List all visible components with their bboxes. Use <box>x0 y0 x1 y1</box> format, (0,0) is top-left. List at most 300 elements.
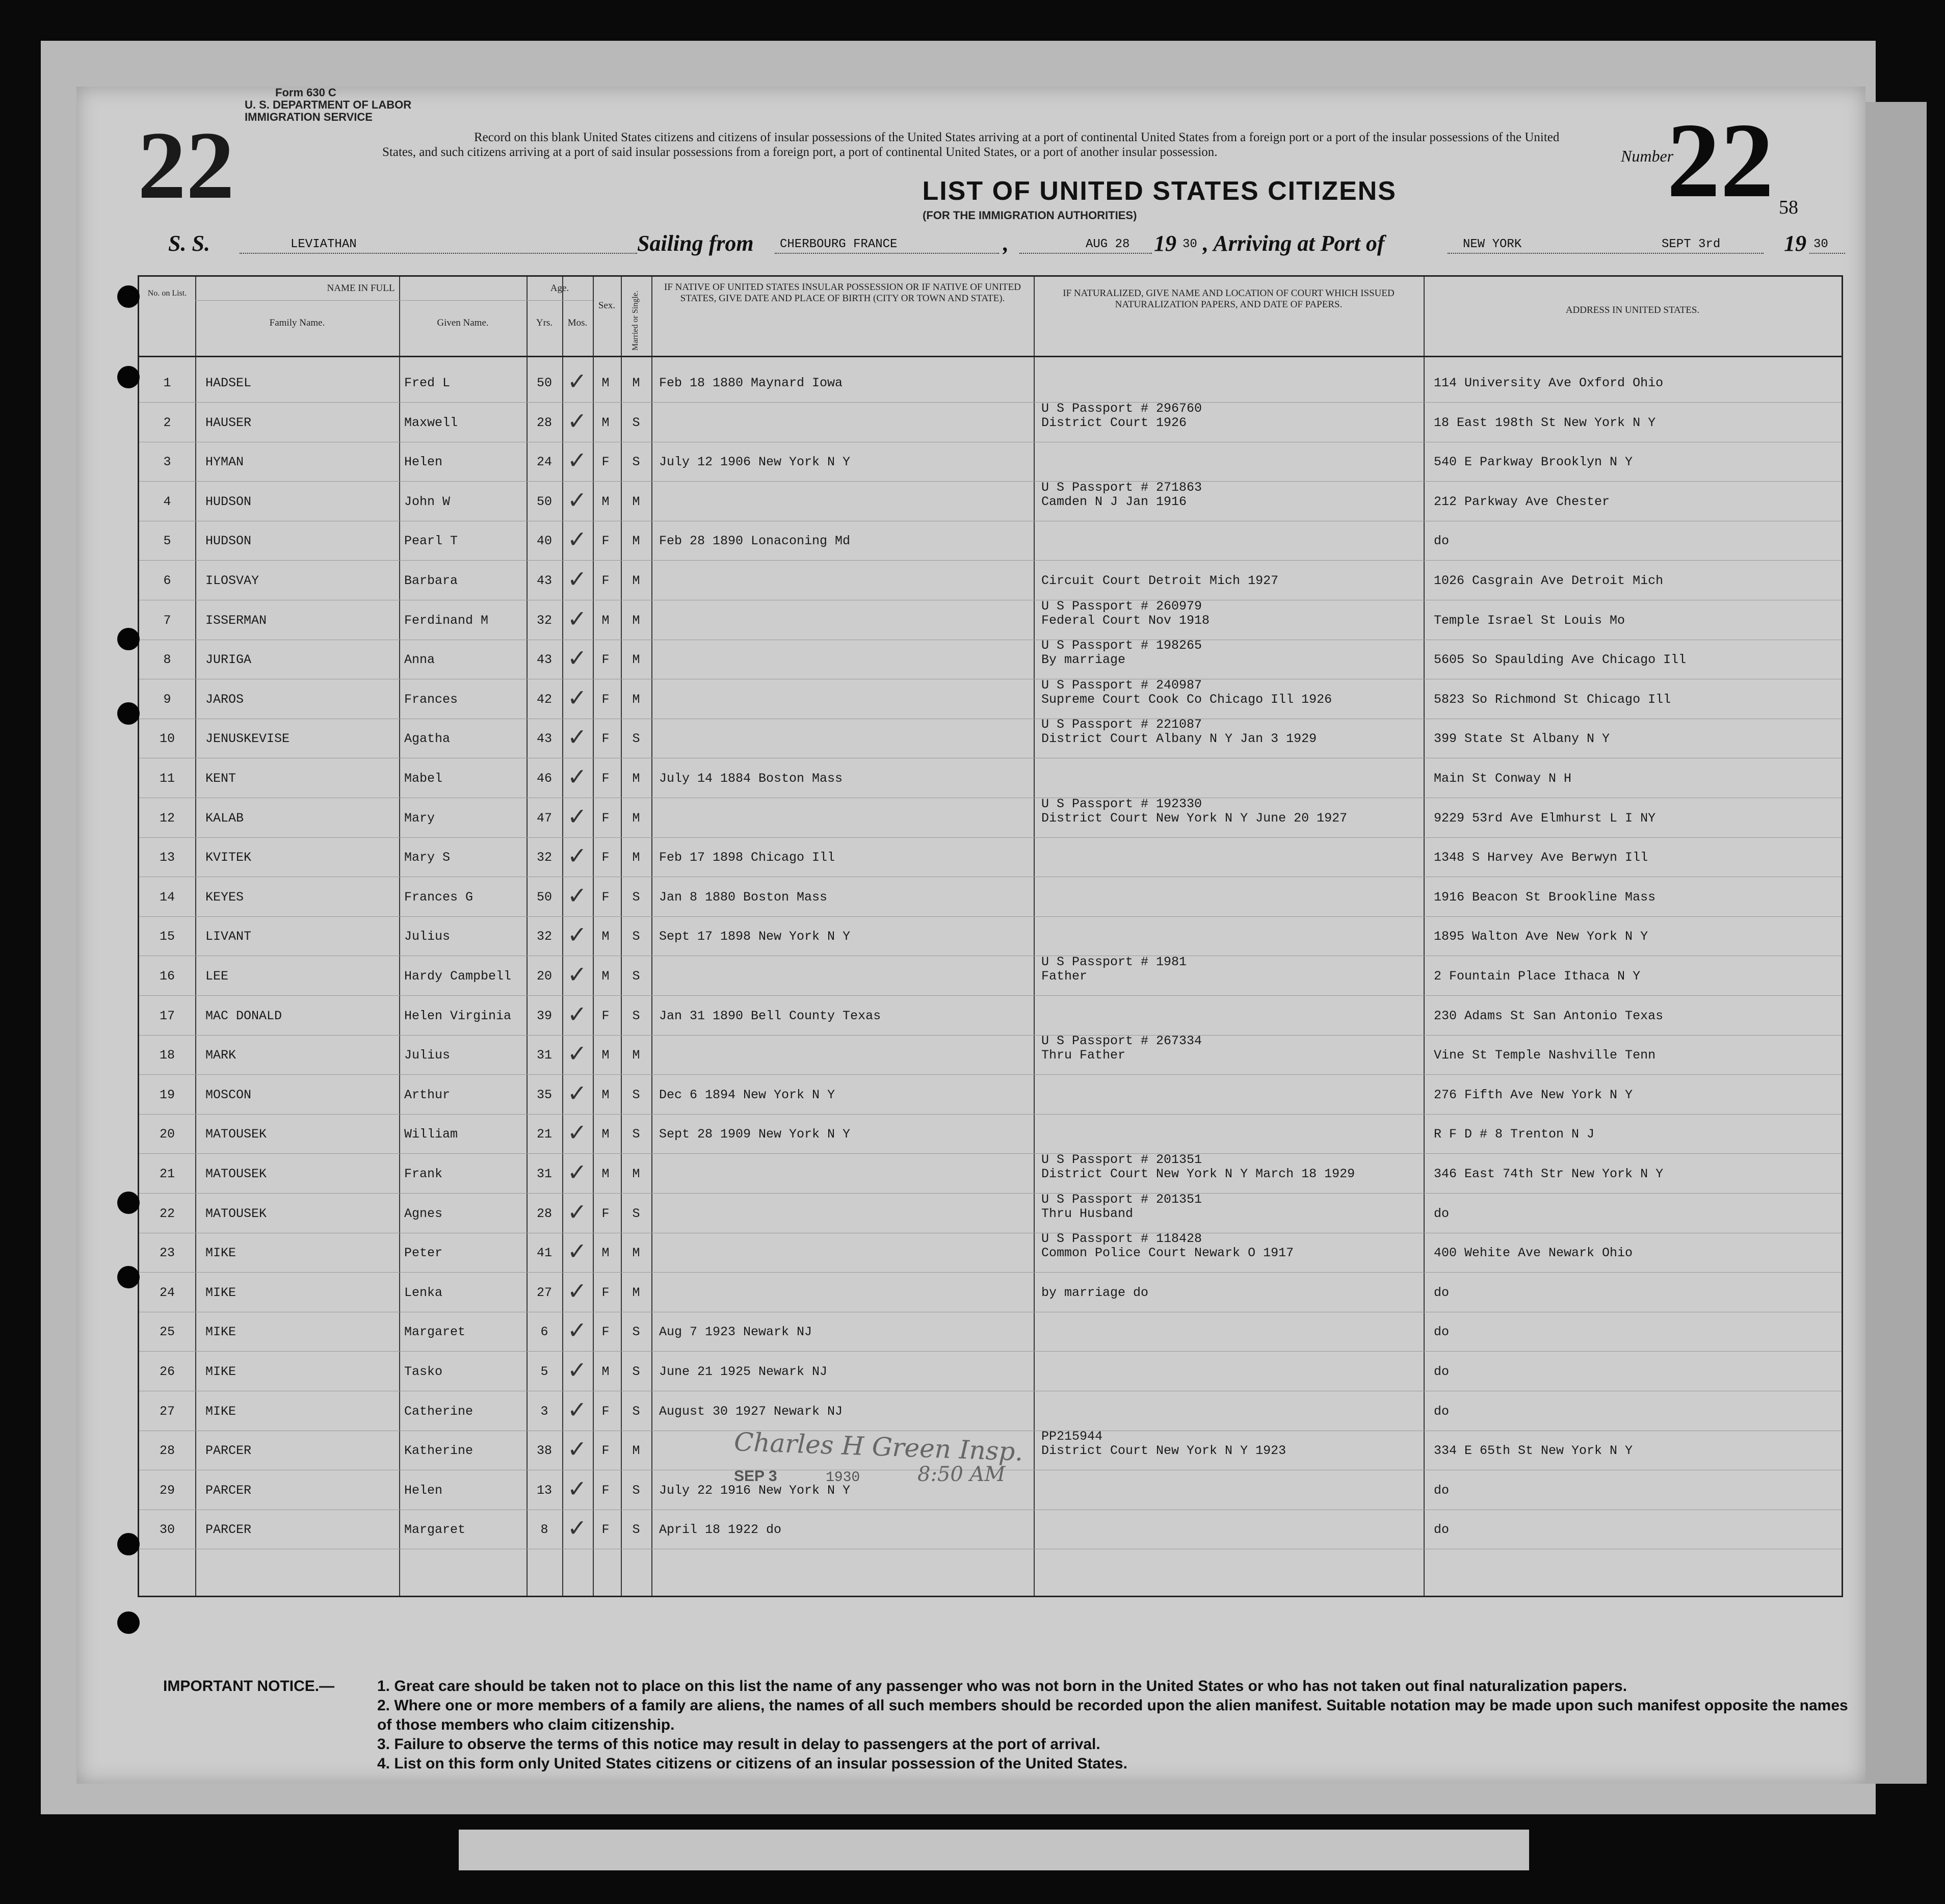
check-mark-icon: ✓ <box>567 446 587 474</box>
sex: F <box>601 534 610 549</box>
sailing-year: 30 <box>1182 237 1197 251</box>
row-rule <box>139 1351 1842 1352</box>
sex: M <box>601 1127 610 1142</box>
marital-status: S <box>632 415 640 430</box>
us-address: 1348 S Harvey Ave Berwyn Ill <box>1434 850 1648 865</box>
us-address: do <box>1434 1364 1450 1379</box>
inspection-stamp-year: 1930 <box>826 1470 860 1486</box>
age-years: 28 <box>536 1206 552 1221</box>
naturalization-line-2: District Court New York N Y June 20 1927 <box>1041 810 1348 826</box>
birth-info: Sept 28 1909 New York N Y <box>659 1127 851 1142</box>
us-address: 2 Fountain Place Ithaca N Y <box>1434 969 1641 984</box>
age-years: 40 <box>536 534 552 549</box>
col-header-age: Age. <box>550 283 569 294</box>
underline <box>775 253 999 254</box>
naturalization-line-1: U S Passport # 1981 <box>1041 955 1187 969</box>
marital-status: S <box>632 1008 640 1023</box>
birth-info: August 30 1927 Newark NJ <box>659 1404 843 1419</box>
table-row <box>139 1152 1842 1199</box>
col-header-given: Given Name. <box>437 318 489 328</box>
punch-hole <box>117 628 140 650</box>
inspector-signature: Charles H Green Insp. <box>733 1427 1024 1467</box>
given-name: Barbara <box>404 573 458 588</box>
col-header-married: Married or Single. <box>631 290 640 351</box>
page-title: LIST OF UNITED STATES CITIZENS <box>922 176 1397 206</box>
naturalization-line-2: District Court 1926 <box>1041 415 1187 430</box>
row-number: 21 <box>159 1167 175 1181</box>
marital-status: M <box>632 1285 640 1300</box>
check-mark-icon: ✓ <box>567 486 587 514</box>
ss-label: S. S. <box>168 231 210 256</box>
family-name: PARCER <box>205 1483 252 1498</box>
row-number: 7 <box>163 613 171 628</box>
given-name: Julius <box>404 929 451 944</box>
row-number: 19 <box>159 1087 175 1102</box>
row-number: 5 <box>163 534 171 549</box>
col-header-name: NAME IN FULL <box>327 283 395 294</box>
marital-status: S <box>632 1087 640 1102</box>
given-name: Peter <box>404 1246 443 1261</box>
marital-status: M <box>632 534 640 549</box>
punch-hole <box>117 285 140 308</box>
given-name: Helen <box>404 455 443 470</box>
row-rule <box>139 1272 1842 1273</box>
row-number: 25 <box>159 1325 175 1340</box>
marital-status: S <box>632 929 640 944</box>
table-row <box>139 447 1842 487</box>
table-row <box>139 1278 1842 1317</box>
sex: M <box>601 1048 610 1063</box>
marital-status: M <box>632 652 640 668</box>
family-name: MATOUSEK <box>205 1167 267 1181</box>
row-number: 28 <box>159 1443 175 1459</box>
marital-status: M <box>632 1443 640 1459</box>
naturalization-line-2: Supreme Court Cook Co Chicago Ill 1926 <box>1041 692 1332 707</box>
ship-name: LEVIATHAN <box>291 237 357 251</box>
marital-status: S <box>632 1127 640 1142</box>
marital-status: M <box>632 1048 640 1063</box>
naturalization-line-1: U S Passport # 221087 <box>1041 717 1202 732</box>
sex: M <box>601 415 610 430</box>
age-years: 46 <box>536 771 552 786</box>
row-rule <box>139 402 1842 403</box>
check-mark-icon: ✓ <box>567 525 587 553</box>
naturalization-line-1: U S Passport # 240987 <box>1041 677 1202 693</box>
check-mark-icon: ✓ <box>567 644 587 672</box>
naturalization-line-2: Circuit Court Detroit Mich 1927 <box>1041 573 1279 588</box>
arriving-label: , Arriving at Port of <box>1203 231 1385 256</box>
family-name: MOSCON <box>205 1087 252 1102</box>
us-address: 540 E Parkway Brooklyn N Y <box>1434 455 1633 470</box>
age-years: 43 <box>536 731 552 747</box>
table-row <box>139 401 1842 447</box>
row-rule <box>139 481 1842 482</box>
table-row <box>139 1192 1842 1238</box>
marital-status: M <box>632 692 640 707</box>
birth-info: Dec 6 1894 New York N Y <box>659 1087 835 1102</box>
us-address: Vine St Temple Nashville Tenn <box>1434 1048 1656 1063</box>
row-number: 1 <box>163 376 171 390</box>
check-mark-icon: ✓ <box>567 1474 587 1502</box>
right-sheet-edge <box>1865 102 1927 1784</box>
table-row <box>139 480 1842 526</box>
row-number: 15 <box>159 929 175 944</box>
given-name: Julius <box>404 1048 451 1063</box>
underline <box>240 253 637 254</box>
row-rule <box>139 1074 1842 1075</box>
sheet-number-left: 22 <box>138 112 234 219</box>
sex: M <box>601 1087 610 1102</box>
us-address: 212 Parkway Ave Chester <box>1434 494 1610 509</box>
given-name: Margaret <box>404 1522 466 1538</box>
given-name: Frances G <box>404 889 474 905</box>
check-mark-icon: ✓ <box>567 683 587 711</box>
naturalization-line-2: by marriage do <box>1041 1285 1149 1300</box>
given-name: Mabel <box>404 771 443 786</box>
naturalization-line-2: Thru Father <box>1041 1048 1126 1063</box>
birth-info: Jan 8 1880 Boston Mass <box>659 889 828 905</box>
arrival-date: SEPT 3rd <box>1662 237 1721 251</box>
naturalization-line-1: U S Passport # 201351 <box>1041 1152 1202 1167</box>
check-mark-icon: ✓ <box>567 1237 587 1265</box>
age-years: 6 <box>540 1325 548 1340</box>
check-mark-icon: ✓ <box>567 723 587 751</box>
check-mark-icon: ✓ <box>567 961 587 988</box>
marital-status: M <box>632 1246 640 1261</box>
marital-status: S <box>632 1404 640 1419</box>
marital-status: M <box>632 1167 640 1181</box>
underline <box>1019 253 1152 254</box>
notice-item: 1. Great care should be taken not to place on this list the name of any passenger who was not born in the United States or who has not taken out final naturalization papers. <box>377 1678 1627 1695</box>
family-name: PARCER <box>205 1522 252 1538</box>
check-mark-icon: ✓ <box>567 1198 587 1226</box>
row-number: 22 <box>159 1206 175 1221</box>
sex: F <box>601 573 610 588</box>
sex: F <box>601 850 610 865</box>
us-address: 276 Fifth Ave New York N Y <box>1434 1087 1633 1102</box>
row-rule <box>139 916 1842 917</box>
us-address: do <box>1434 1206 1450 1221</box>
sex: F <box>601 1206 610 1221</box>
sex: F <box>601 455 610 470</box>
sex: F <box>601 889 610 905</box>
age-years: 50 <box>536 376 552 390</box>
family-name: JENUSKEVISE <box>205 731 290 747</box>
family-name: MATOUSEK <box>205 1127 267 1142</box>
sex: F <box>601 1522 610 1538</box>
marital-status: S <box>632 1364 640 1379</box>
age-years: 31 <box>536 1167 552 1181</box>
us-address: do <box>1434 1483 1450 1498</box>
us-address: 400 Wehite Ave Newark Ohio <box>1434 1246 1633 1261</box>
inspection-stamp-time: 8:50 AM <box>917 1463 1006 1486</box>
us-address: 346 East 74th Str New York N Y <box>1434 1167 1664 1181</box>
col-header-sex: Sex. <box>598 300 616 311</box>
given-name: Agatha <box>404 731 451 747</box>
us-address: R F D # 8 Trenton N J <box>1434 1127 1595 1142</box>
given-name: Anna <box>404 652 435 668</box>
check-mark-icon: ✓ <box>567 881 587 909</box>
age-years: 13 <box>536 1483 552 1498</box>
marital-status: S <box>632 1325 640 1340</box>
given-name: Frank <box>404 1167 443 1181</box>
sex: F <box>601 1285 610 1300</box>
us-address: 1895 Walton Ave New York N Y <box>1434 929 1648 944</box>
form-identifier <box>245 87 411 123</box>
punch-hole <box>117 1533 140 1555</box>
row-number: 24 <box>159 1285 175 1300</box>
sheet-number-right: 22 <box>1667 101 1774 220</box>
punch-hole <box>117 1192 140 1214</box>
given-name: Arthur <box>404 1087 451 1102</box>
passenger-table <box>138 275 1843 1597</box>
sex: F <box>601 731 610 747</box>
table-row <box>139 1231 1842 1278</box>
sex: F <box>601 810 610 826</box>
row-number: 17 <box>159 1008 175 1023</box>
sex: F <box>601 1404 610 1419</box>
marital-status: M <box>632 494 640 509</box>
given-name: Katherine <box>404 1443 474 1459</box>
family-name: MAC DONALD <box>205 1008 282 1023</box>
sex: M <box>601 929 610 944</box>
family-name: LEE <box>205 969 229 984</box>
table-row <box>139 1357 1842 1396</box>
given-name: Catherine <box>404 1404 474 1419</box>
marital-status: M <box>632 613 640 628</box>
naturalization-line-2: Thru Husband <box>1041 1206 1134 1221</box>
sex: M <box>601 1246 610 1261</box>
table-row <box>139 764 1842 803</box>
us-address: do <box>1434 534 1450 549</box>
age-years: 32 <box>536 613 552 628</box>
family-name: MIKE <box>205 1404 236 1419</box>
family-name: JURIGA <box>205 652 252 668</box>
age-years: 27 <box>536 1285 552 1300</box>
check-mark-icon: ✓ <box>567 1000 587 1028</box>
check-mark-icon: ✓ <box>567 842 587 870</box>
age-years: 43 <box>536 652 552 668</box>
age-years: 41 <box>536 1246 552 1261</box>
marital-status: M <box>632 810 640 826</box>
birth-info: July 22 1916 New York N Y <box>659 1483 851 1498</box>
col-header-yrs: Yrs. <box>536 318 553 328</box>
birth-info: June 21 1925 Newark NJ <box>659 1364 828 1379</box>
sex: M <box>601 1167 610 1181</box>
punch-hole <box>117 1611 140 1634</box>
given-name: Hardy Campbell <box>404 969 512 984</box>
birth-info: April 18 1922 do <box>659 1522 782 1538</box>
header-instructions: Record on this blank United States citizens and citizens of insular possessions of the United States arriving at a port of continental United States from a foreign port or a port of the insular possessions of the United States, and such citizens arriving at a port of said insular possessions from a foreign port, a port of continental United States, or a port of another insular possession. <box>382 130 1560 159</box>
row-number: 13 <box>159 850 175 865</box>
punch-hole <box>117 702 140 725</box>
given-name: Frances <box>404 692 458 707</box>
arrival-year: 30 <box>1813 237 1828 251</box>
voyage-line <box>168 230 1850 261</box>
check-mark-icon: ✓ <box>567 1356 587 1384</box>
table-row <box>139 717 1842 763</box>
family-name: KEYES <box>205 889 244 905</box>
table-row <box>139 677 1842 724</box>
form-line: IMMIGRATION SERVICE <box>245 111 373 123</box>
row-number: 18 <box>159 1048 175 1063</box>
table-row <box>139 1397 1842 1436</box>
row-number: 6 <box>163 573 171 588</box>
given-name: Helen <box>404 1483 443 1498</box>
naturalization-line-2: District Court Albany N Y Jan 3 1929 <box>1041 731 1317 747</box>
family-name: JAROS <box>205 692 244 707</box>
sex: F <box>601 652 610 668</box>
row-number: 2 <box>163 415 171 430</box>
col-header-address: ADDRESS IN UNITED STATES. <box>1565 305 1700 315</box>
birth-info: Feb 28 1890 Lonaconing Md <box>659 534 851 549</box>
manifest-page <box>76 87 1865 1784</box>
family-name: HUDSON <box>205 534 252 549</box>
family-name: KVITEK <box>205 850 252 865</box>
family-name: PARCER <box>205 1443 252 1459</box>
naturalization-line-1: U S Passport # 296760 <box>1041 401 1202 416</box>
naturalization-line-1: U S Passport # 260979 <box>1041 598 1202 614</box>
check-mark-icon: ✓ <box>567 604 587 632</box>
form-line: U. S. DEPARTMENT OF LABOR <box>245 98 412 111</box>
family-name: LIVANT <box>205 929 252 944</box>
us-address: do <box>1434 1522 1450 1538</box>
table-row <box>139 843 1842 882</box>
age-years: 50 <box>536 889 552 905</box>
table-row <box>139 883 1842 922</box>
punch-hole <box>117 366 140 388</box>
row-rule <box>139 1193 1842 1194</box>
family-name: HADSEL <box>205 376 252 390</box>
given-name: Mary S <box>404 850 451 865</box>
table-row <box>139 1080 1842 1120</box>
table-row <box>139 566 1842 605</box>
check-mark-icon: ✓ <box>567 407 587 435</box>
us-address: 5823 So Richmond St Chicago Ill <box>1434 692 1671 707</box>
row-number: 3 <box>163 455 171 470</box>
check-mark-icon: ✓ <box>567 802 587 830</box>
table-row <box>139 1515 1842 1554</box>
sex: F <box>601 1008 610 1023</box>
punch-hole <box>117 1266 140 1288</box>
sex: F <box>601 1443 610 1459</box>
page-number: 58 <box>1779 197 1798 218</box>
age-years: 35 <box>536 1087 552 1102</box>
row-rule <box>139 1035 1842 1036</box>
marital-status: M <box>632 850 640 865</box>
family-name: MARK <box>205 1048 236 1063</box>
number-label: Number <box>1621 147 1674 165</box>
check-mark-icon: ✓ <box>567 1040 587 1068</box>
check-mark-icon: ✓ <box>567 1435 587 1463</box>
birth-info: Feb 17 1898 Chicago Ill <box>659 850 835 865</box>
us-address: do <box>1434 1285 1450 1300</box>
family-name: MIKE <box>205 1246 236 1261</box>
sex: F <box>601 1483 610 1498</box>
sailing-label: Sailing from <box>637 231 754 256</box>
us-address: 230 Adams St San Antonio Texas <box>1434 1008 1664 1023</box>
check-mark-icon: ✓ <box>567 1514 587 1542</box>
header-rule <box>139 356 1842 357</box>
col-header-family: Family Name. <box>269 318 325 328</box>
check-mark-icon: ✓ <box>567 1316 587 1344</box>
age-years: 21 <box>536 1127 552 1142</box>
row-number: 26 <box>159 1364 175 1379</box>
birth-info: Feb 18 1880 Maynard Iowa <box>659 376 843 390</box>
sex: M <box>601 1364 610 1379</box>
check-mark-icon: ✓ <box>567 1277 587 1305</box>
age-years: 32 <box>536 929 552 944</box>
row-number: 27 <box>159 1404 175 1419</box>
naturalization-line-1: U S Passport # 118428 <box>1041 1231 1202 1247</box>
family-name: MIKE <box>205 1285 236 1300</box>
row-rule <box>139 1153 1842 1154</box>
table-row <box>139 1317 1842 1357</box>
sex: M <box>601 494 610 509</box>
sailing-from: CHERBOURG FRANCE <box>780 237 898 251</box>
row-rule <box>139 560 1842 561</box>
naturalization-line-1: U S Passport # 192330 <box>1041 796 1202 811</box>
row-rule <box>139 1114 1842 1115</box>
family-name: ILOSVAY <box>205 573 259 588</box>
sex: F <box>601 1325 610 1340</box>
notice-heading: IMPORTANT NOTICE.— <box>163 1678 335 1695</box>
given-name: Tasko <box>404 1364 443 1379</box>
given-name: Mary <box>404 810 435 826</box>
row-number: 8 <box>163 652 171 668</box>
birth-info: Sept 17 1898 New York N Y <box>659 929 851 944</box>
naturalization-line-1: U S Passport # 198265 <box>1041 638 1202 653</box>
family-name: HAUSER <box>205 415 252 430</box>
age-years: 32 <box>536 850 552 865</box>
naturalization-line-2: Camden N J Jan 1916 <box>1041 494 1187 509</box>
comma: , <box>1003 231 1009 256</box>
age-years: 8 <box>540 1522 548 1538</box>
row-number: 23 <box>159 1246 175 1261</box>
family-name: ISSERMAN <box>205 613 267 628</box>
age-years: 28 <box>536 415 552 430</box>
row-number: 29 <box>159 1483 175 1498</box>
year-prefix: 19 <box>1154 231 1176 256</box>
row-number: 11 <box>159 771 175 786</box>
table-row <box>139 1034 1842 1080</box>
table-row <box>139 922 1842 961</box>
age-years: 3 <box>540 1404 548 1419</box>
check-mark-icon: ✓ <box>567 367 587 395</box>
family-name: MIKE <box>205 1364 236 1379</box>
naturalization-line-2: Common Police Court Newark O 1917 <box>1041 1246 1294 1261</box>
sex: M <box>601 613 610 628</box>
naturalization-line-1: U S Passport # 271863 <box>1041 480 1202 495</box>
us-address: do <box>1434 1325 1450 1340</box>
sex: F <box>601 692 610 707</box>
marital-status: S <box>632 969 640 984</box>
birth-info: Aug 7 1923 Newark NJ <box>659 1325 812 1340</box>
col-header-naturalized: IF NATURALIZED, GIVE NAME AND LOCATION OF COURT WHICH ISSUED NATURALIZATION PAPERS, AND DATE OF PAPERS. <box>1063 288 1395 310</box>
age-years: 50 <box>536 494 552 509</box>
table-row <box>139 526 1842 566</box>
us-address: Main St Conway N H <box>1434 771 1572 786</box>
check-mark-icon: ✓ <box>567 565 587 593</box>
given-name: Pearl T <box>404 534 458 549</box>
check-mark-icon: ✓ <box>567 1119 587 1147</box>
sex: M <box>601 376 610 390</box>
arriving-port: NEW YORK <box>1463 237 1522 251</box>
row-number: 14 <box>159 889 175 905</box>
age-years: 24 <box>536 455 552 470</box>
marital-status: S <box>632 455 640 470</box>
us-address: 399 State St Albany N Y <box>1434 731 1610 747</box>
